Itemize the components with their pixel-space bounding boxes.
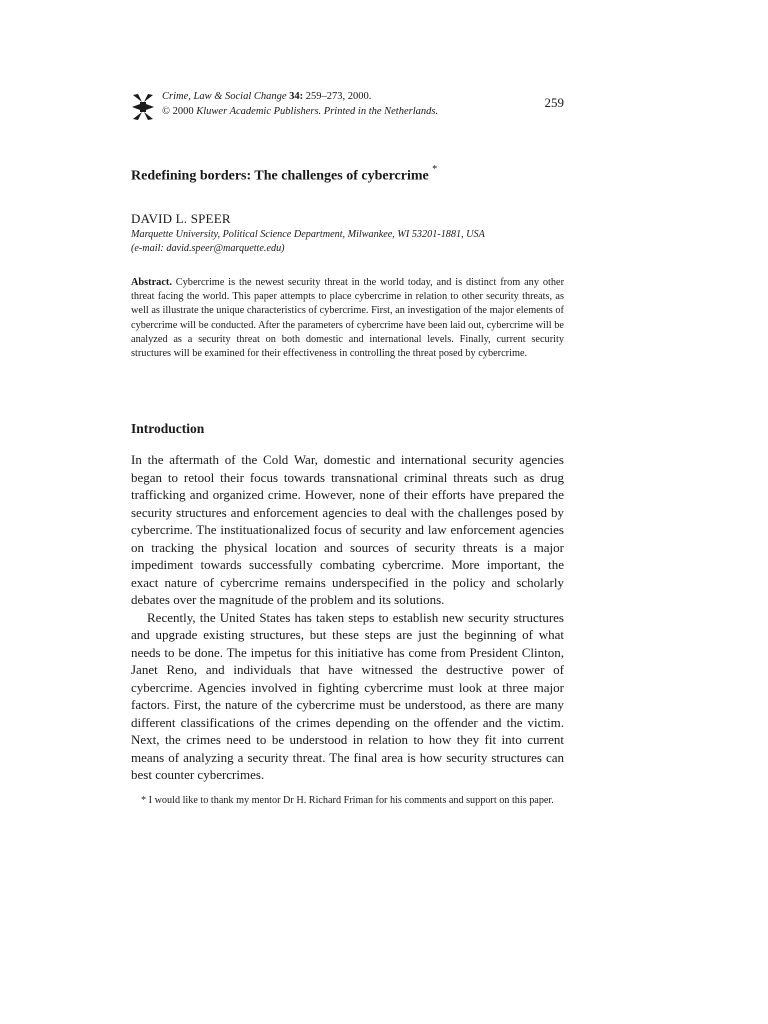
- abstract: [131, 276, 564, 361]
- abstract-label: Abstract.: [131, 277, 172, 288]
- affiliation-line: Marquette University, Political Science Department, Milwankee, WI 53201-1881, USA: [131, 229, 485, 240]
- footnote-mark: *: [141, 795, 147, 806]
- paragraph: Recently, the United States has taken steps to establish new security structures and upgrade existing structures, but these steps are just the beginning of what needs to be done. The impetus for this initiative has come from President Clinton, Janet Reno, and individuals that have witnessed the destructive power of cybercrime. Agencies involved in fighting cybercrime must look at three major factors. First, the nature of the cybercrime must be understood, as there are many different classifications of the crimes depending on the offender and the victim. Next, the crimes need to be understood in relation to how they fit into current means of analyzing a security threat. The final area is how security structures can best counter cybercrimes.: [131, 609, 564, 782]
- journal-name: Crime, Law & Social Change: [162, 91, 287, 102]
- page-number: 259: [544, 95, 564, 110]
- publisher: Kluwer Academic Publishers.: [196, 106, 322, 117]
- author-email: (e-mail: david.speer@marquette.edu): [131, 243, 285, 254]
- body-text: [131, 451, 564, 784]
- article-title: [131, 166, 437, 185]
- footnote: [131, 794, 564, 809]
- journal-volume: 34:: [289, 91, 304, 102]
- author-affiliation: [131, 228, 485, 256]
- publisher-logo-icon: [131, 93, 155, 121]
- section-heading-introduction: Introduction: [131, 421, 205, 436]
- copyright: © 2000: [162, 106, 194, 117]
- title-footnote-mark: *: [432, 164, 438, 175]
- paragraph: In the aftermath of the Cold War, domestic and international security agencies began to retool their focus towards transnational criminal threats such as drug trafficking and organized crime. However, none of their efforts have prepared the security structures and enforcement agencies to deal with the challenges posed by cybercrime. The instituationalized focus of security and law enforcement agencies on tracking the physical location and sources of security threats is a major impediment towards successfully combating cybercrime. More important, the exact nature of cybercrime remains underspecified in the policy and scholarly debates over the magnitude of the problem and its solutions.: [131, 452, 564, 607]
- printed-location: Printed in the Netherlands.: [323, 106, 439, 117]
- journal-citation: [162, 89, 438, 119]
- journal-pages-year: 259–273, 2000.: [305, 91, 372, 102]
- abstract-text: Cybercrime is the newest security threat in the world today, and is distinct from any other threat facing the world. This paper attempts to place cybercrime in relation to other security threats, as well as illustrate the unique characteristics of cybercrime. First, an investigation of the major elements of cybercrime will be conducted. After the parameters of cybercrime have been laid out, cybercrime will be analyzed as a security threat on both domestic and international levels. Finally, current security structures will be examined for their effectiveness in controlling the threat posed by cybercrime.: [131, 277, 564, 360]
- article-title-text: Redefining borders: The challenges of cybercrime: [131, 168, 429, 184]
- footnote-text: I would like to thank my mentor Dr H. Richard Friman for his comments and support on this paper.: [148, 795, 554, 806]
- author-name: DAVID L. SPEER: [131, 211, 231, 226]
